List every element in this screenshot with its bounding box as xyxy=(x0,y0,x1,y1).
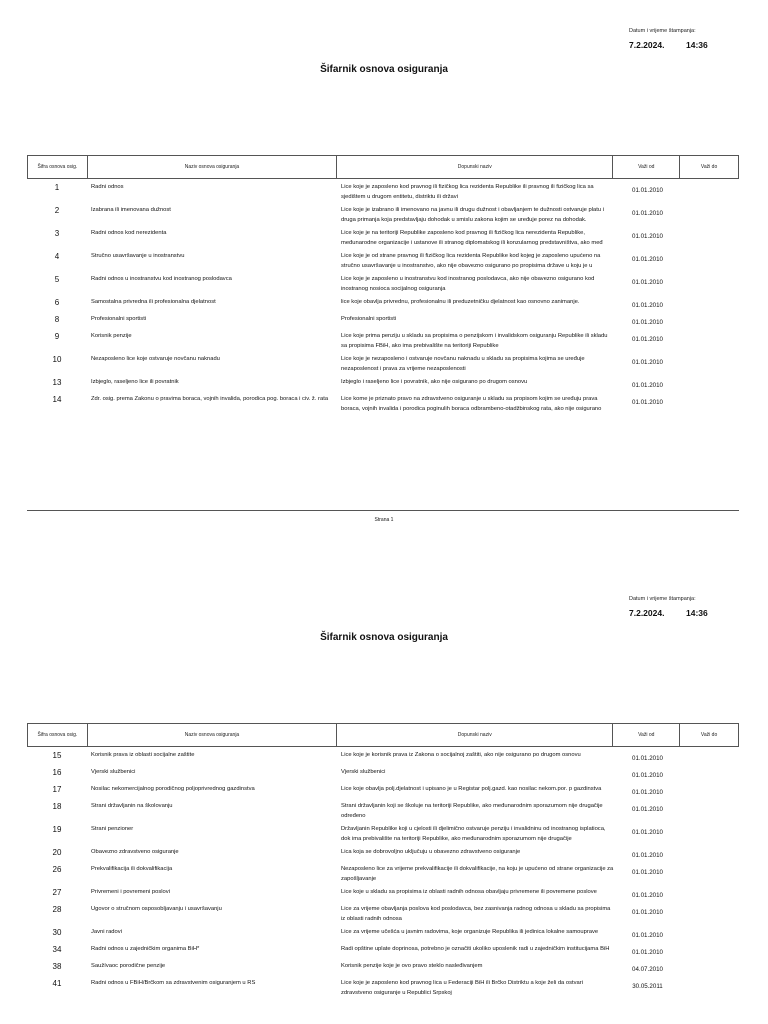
cell-code: 14 xyxy=(52,395,62,404)
cell-extra: Lice koje je zaposleno kod pravnog lica u Federaciji BiH ili Brčko Distriktu a koje želi da ostvari zdravstveno osiguranje u Republici Srpskoj xyxy=(341,980,583,996)
cell-extra: Vjerski službenici xyxy=(341,769,386,775)
cell-code: 28 xyxy=(52,905,62,914)
cell-valid-from: 01.01.2010 xyxy=(632,869,663,876)
cell-valid-from: 01.01.2010 xyxy=(632,949,663,956)
table-row xyxy=(27,228,739,251)
cell-code: 41 xyxy=(52,979,62,988)
report-title: Šifarnik osnova osiguranja xyxy=(320,64,448,75)
cell-valid-to xyxy=(681,750,739,764)
cell-valid-to xyxy=(681,784,739,798)
cell-valid-to xyxy=(681,824,739,844)
cell-valid-from: 01.01.2010 xyxy=(632,233,663,240)
table-row xyxy=(27,801,739,824)
table-row xyxy=(27,864,739,887)
cell-name: Radni odnos u inostranstvu kod inostranog poslodavca xyxy=(91,276,232,282)
table-header xyxy=(27,723,739,747)
print-meta xyxy=(629,596,696,602)
cell-extra: Strani državljanin koji se školuje na teritoriji Republike, ako međunarodnim sporazumom nije drugačije određeno xyxy=(341,803,603,819)
header-name: Naziv osnova osiguranja xyxy=(88,156,337,178)
table-row xyxy=(27,978,739,1001)
cell-code: 6 xyxy=(54,298,60,307)
cell-valid-to xyxy=(681,864,739,884)
cell-valid-from: 01.01.2010 xyxy=(632,772,663,779)
cell-valid-from: 01.01.2010 xyxy=(632,829,663,836)
cell-valid-from: 30.05.2011 xyxy=(632,983,663,990)
header-code: Šifra osnova osig. xyxy=(28,724,88,746)
cell-extra: Lice koje je zaposleno kod pravnog ili fizičkog lica rezidenta Republike ili pravnog ili fizičkog lica sa sjedištem u drugom entitetu, distriktu ili državi xyxy=(341,184,594,200)
table-row xyxy=(27,927,739,944)
cell-valid-from: 01.01.2010 xyxy=(632,187,663,194)
table-row xyxy=(27,394,739,417)
cell-extra: Lice koje je zaposleno u inostranstvu kod inostranog poslodavca, ako nije obavezno osigurano kod inostranog nosioca socijalnog osiguranja xyxy=(341,276,595,292)
cell-code: 15 xyxy=(52,751,62,760)
cell-valid-from: 01.01.2010 xyxy=(632,256,663,263)
table-row xyxy=(27,824,739,847)
cell-extra: lice koje obavlja privrednu, profesionalnu ili preduzetničku djelatnost kao osnovno zanimanje. xyxy=(341,299,580,305)
page-number: Strana 1 xyxy=(374,517,394,523)
cell-name: Izbjeglo, raseljeno lice ili povratnik xyxy=(91,379,179,385)
cell-code: 17 xyxy=(52,785,62,794)
table-row xyxy=(27,274,739,297)
cell-valid-to xyxy=(681,887,739,901)
cell-code: 2 xyxy=(54,206,60,215)
table-row xyxy=(27,251,739,274)
header-valid-to: Važi do xyxy=(700,164,718,170)
cell-name: Privremeni i povremeni poslovi xyxy=(91,889,170,895)
cell-extra: Lice za vrijeme učešća u javnim radovima, koje organizuje Republika ili jedinica lokalne samouprave xyxy=(341,929,599,935)
print-time: 14:36 xyxy=(686,40,708,50)
cell-valid-from: 01.01.2010 xyxy=(632,210,663,217)
cell-extra: Lice koje je nezaposleno i ostvaruje novčanu naknadu u skladu sa propisima kojima se uređuje nezaposlenost i prava za vrijeme nezaposlenosti xyxy=(341,356,585,372)
cell-valid-from: 01.01.2010 xyxy=(632,319,663,326)
cell-code: 20 xyxy=(52,848,62,857)
cell-code: 1 xyxy=(54,183,60,192)
cell-valid-from: 01.01.2010 xyxy=(632,806,663,813)
header-valid-from: Važi od xyxy=(613,724,680,746)
cell-valid-from: 01.01.2010 xyxy=(632,336,663,343)
cell-code: 34 xyxy=(52,945,62,954)
cell-code: 4 xyxy=(54,252,60,261)
cell-valid-to xyxy=(681,205,739,225)
cell-valid-from: 01.01.2010 xyxy=(632,279,663,286)
cell-extra: Državljanin Republike koji u cjelosti ili djelimično ostvaruje penziju i invalidninu od inostranog isplatioca, dok ima prebivalište na teritoriji Republike, ako međunarodnim sporazumom nije drugačije xyxy=(341,826,606,842)
header-code: Šifra osnova osig. xyxy=(28,156,88,178)
cell-extra: Lica koja se dobrovoljno uključuju u obavezno zdravstveno osiguranje xyxy=(341,849,521,855)
header-extra: Dopunski naziv xyxy=(337,724,613,746)
table-header xyxy=(27,155,739,179)
cell-valid-to xyxy=(681,961,739,975)
header-extra: Dopunski naziv xyxy=(337,156,613,178)
cell-valid-to xyxy=(681,847,739,861)
cell-name: Radni odnos u FBiH/Brčkom sa zdravstvenim osiguranjem u RS xyxy=(91,980,256,986)
cell-valid-from: 04.07.2010 xyxy=(632,966,663,973)
cell-valid-from: 01.01.2010 xyxy=(632,359,663,366)
cell-valid-to xyxy=(681,314,739,328)
cell-extra: Radi opštine uplate doprinosa, potrebno je označiti ukoliko uposlenik radi u zajedničkim institucijama BiH xyxy=(341,946,610,952)
table-row xyxy=(27,961,739,978)
table-row xyxy=(27,182,739,205)
table-row xyxy=(27,784,739,801)
cell-valid-to xyxy=(681,228,739,248)
cell-code: 30 xyxy=(52,928,62,937)
table-row xyxy=(27,887,739,904)
cell-extra: Lice kome je priznato pravo na zdravstveno osiguranje u skladu sa propisom kojim se uređuju prava boraca, vojnih invalida i porodica poginulih boraca odbrambeno-otadžbinskog rata, ako nije osigurano xyxy=(341,396,602,412)
cell-valid-to xyxy=(681,354,739,374)
cell-valid-to xyxy=(681,297,739,311)
cell-name: Radni odnos xyxy=(91,184,124,190)
cell-valid-from: 01.01.2010 xyxy=(632,755,663,762)
cell-valid-to xyxy=(681,767,739,781)
cell-valid-from: 01.01.2010 xyxy=(632,399,663,406)
table-body xyxy=(27,750,739,1001)
print-date: 7.2.2024. xyxy=(629,40,665,50)
cell-name: Javni radovi xyxy=(91,929,122,935)
cell-code: 38 xyxy=(52,962,62,971)
table-row xyxy=(27,767,739,784)
cell-extra: Izbjeglo i raseljeno lice i povratnik, ako nije osigurano po drugom osnovu xyxy=(341,379,528,385)
cell-name: Profesionalni sportisti xyxy=(91,316,147,322)
cell-valid-to xyxy=(681,377,739,391)
cell-extra: Korisnik penzije koje je ovo pravo steklo nasleđivanjem xyxy=(341,963,483,969)
cell-name: Radni odnos kod nerezidenta xyxy=(91,230,167,236)
print-meta xyxy=(629,28,696,34)
cell-extra: Lice koje je od strane pravnog ili fizičkog lica rezidenta Republike kod kojeg je zaposleno upućeno na stručno usavršavanje u inostranstvo, ako nije obavezno osigurano po propisima države u koju je u xyxy=(341,253,601,269)
table-body xyxy=(27,182,739,417)
table-row xyxy=(27,331,739,354)
cell-valid-to xyxy=(681,801,739,821)
cell-code: 10 xyxy=(52,355,62,364)
cell-valid-to xyxy=(681,182,739,202)
cell-extra: Nezaposleno lice za vrijeme prekvalifikacije ili dokvalifikacije, na koju je upućeno od strane organizacije za zapošljavanje xyxy=(341,866,614,882)
cell-valid-to xyxy=(681,927,739,941)
table-row xyxy=(27,205,739,228)
cell-extra: Lice koje obavlja polj.djelatnost i upisano je u Registar polj.gazd. kao nosilac nekom.por. p gazdinstva xyxy=(341,786,602,792)
cell-valid-from: 01.01.2010 xyxy=(632,789,663,796)
report-page-2 xyxy=(0,568,768,1024)
cell-valid-to xyxy=(681,904,739,924)
header-valid-from: Važi od xyxy=(613,156,680,178)
table-row xyxy=(27,354,739,377)
cell-name: Strani penzioner xyxy=(91,826,134,832)
cell-code: 19 xyxy=(52,825,62,834)
cell-name: Obavezno zdravstveno osiguranje xyxy=(91,849,179,855)
table-row xyxy=(27,377,739,394)
cell-name: Strani državljanin na školovanju xyxy=(91,803,173,809)
cell-extra: Profesionalni sportisti xyxy=(341,316,397,322)
cell-code: 8 xyxy=(54,315,60,324)
cell-extra: Lice koje je korisnik prava iz Zakona o socijalnoj zaštiti, ako nije osigurano po drugom osnovu xyxy=(341,752,581,758)
print-label: Datum i vrijeme štampanja: xyxy=(629,28,696,34)
cell-valid-to xyxy=(681,331,739,351)
cell-valid-to xyxy=(681,274,739,294)
cell-extra: Lice koje je na teritoriji Republike zaposleno kod pravnog ili fizičkog lica nerezidenta Republike, međunarodne organizacije i ustanove ili stranog diplomatskog ili konzularnog predstavništva, ako međ xyxy=(341,230,603,246)
cell-valid-from: 01.01.2010 xyxy=(632,852,663,859)
cell-extra: Lice koje je izabrano ili imenovano na javnu ili drugu dužnost i obavljanjem te dužnosti ostvaruje platu i druga primanja koja predstavljaju dohodak u smislu zakona kojim se uređuje porez na dohodak. xyxy=(341,207,604,223)
cell-name: Saužívaoc porodične penzije xyxy=(91,963,166,969)
cell-code: 26 xyxy=(52,865,62,874)
cell-name: Zdr. osig. prema Zakonu o pravima boraca, vojnih invalida, porodica pog. boraca i civ. ž. rata xyxy=(91,396,329,402)
cell-name: Radni odnos u zajedničkim organima BiH* xyxy=(91,946,200,952)
cell-valid-from: 01.01.2010 xyxy=(632,382,663,389)
table-row xyxy=(27,944,739,961)
cell-valid-to xyxy=(681,978,739,998)
cell-name: Izabrana ili imenovana dužnost xyxy=(91,207,171,213)
cell-name: Ugovor o stručnom osposobljavanju i usavršavanju xyxy=(91,906,222,912)
table-row xyxy=(27,750,739,767)
cell-code: 13 xyxy=(52,378,62,387)
header-valid-to: Važi do xyxy=(700,732,718,738)
cell-name: Korisnik penzije xyxy=(91,333,132,339)
cell-valid-to xyxy=(681,251,739,271)
report-title: Šifarnik osnova osiguranja xyxy=(320,632,448,643)
table-bottom-divider xyxy=(27,510,739,511)
cell-extra: Lice za vrijeme obavljanja poslova kod poslodavca, bez zasnivanja radnog odnosa u skladu sa propisima iz oblasti radnih odnosa xyxy=(341,906,611,922)
cell-name: Prekvalifikacija ili dokvalifikacija xyxy=(91,866,173,872)
cell-valid-from: 01.01.2010 xyxy=(632,909,663,916)
header-name: Naziv osnova osiguranja xyxy=(88,724,337,746)
cell-valid-from: 01.01.2010 xyxy=(632,892,663,899)
cell-valid-to xyxy=(681,944,739,958)
cell-code: 18 xyxy=(52,802,62,811)
table-row xyxy=(27,297,739,314)
print-date: 7.2.2024. xyxy=(629,608,665,618)
cell-valid-from: 01.01.2010 xyxy=(632,932,663,939)
cell-code: 9 xyxy=(54,332,60,341)
cell-code: 5 xyxy=(54,275,60,284)
cell-extra: Lice koje prima penziju u skladu sa propisima o penzijskom i invalidskom osiguranju Republike ili skladu sa propisima FBiH, ako ima prebivalište na teritoriji Republike xyxy=(341,333,608,349)
cell-name: Korisnik prava iz oblasti socijalne zaštite xyxy=(91,752,195,758)
table-row xyxy=(27,314,739,331)
cell-code: 27 xyxy=(52,888,62,897)
cell-name: Vjerski službenici xyxy=(91,769,136,775)
cell-extra: Lice koje u skladu sa propisima iz oblasti radnih odnosa obavljaju privremene ili povremene poslove xyxy=(341,889,597,895)
cell-valid-to xyxy=(681,394,739,414)
cell-code: 3 xyxy=(54,229,60,238)
cell-valid-from: 01.01.2010 xyxy=(632,302,663,309)
table-row xyxy=(27,847,739,864)
cell-name: Nosilac nekomercijalnog porodičnog poljoprivrednog gazdinstva xyxy=(91,786,255,792)
print-time: 14:36 xyxy=(686,608,708,618)
cell-name: Samostalna privredna ili profesionalna djelatnost xyxy=(91,299,216,305)
print-label: Datum i vrijeme štampanja: xyxy=(629,596,696,602)
cell-name: Stručno usavršavanje u inostranstvu xyxy=(91,253,185,259)
table-row xyxy=(27,904,739,927)
cell-code: 16 xyxy=(52,768,62,777)
cell-name: Nezaposleno lice koje ostvaruje novčanu naknadu xyxy=(91,356,220,362)
